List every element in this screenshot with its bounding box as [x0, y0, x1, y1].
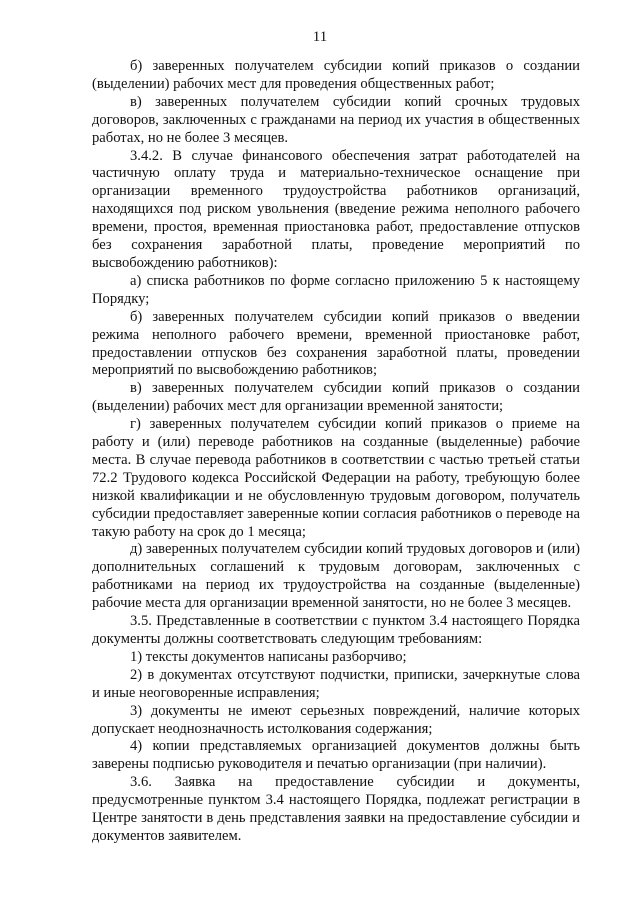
paragraph-3-6: 3.6. Заявка на предоставление субсидии и документы, предусмотренные пунктом 3.4 настоящего Порядка, подлежат регистрации в Центре занятости в день представления заявки на предоставление субсидии и документов заявителем.	[92, 774, 580, 844]
paragraph-requirement-1: 1) тексты документов написаны разборчиво;	[130, 648, 407, 665]
paragraph-3-4-2: 3.4.2. В случае финансового обеспечения затрат работодателей на частичную оплату труда и материально-техническое оснащение при организации временного трудоустройства работников организаций, находящихся под риском увольнения (введение режима неполного рабочего времени, простоя, временная приостановка работ, предоставление отпусков без сохранения заработной платы, проведение мероприятий по высвобождению работников):	[92, 147, 580, 271]
paragraph-requirement-3: 3) документы не имеют серьезных повреждений, наличие которых допускает неоднозначность истолкования содержания;	[92, 702, 580, 737]
paragraph-requirement-4: 4) копии представляемых организацией документов должны быть заверены подписью руководителя и печатью организации (при наличии).	[92, 738, 580, 773]
paragraph-item-b-part-time-orders: б) заверенных получателем субсидии копий приказов о введении режима неполного рабочего времени, временной приостановке работ, предоставлении отпусков без сохранения заработной платы, проведении мероприятий по высвобождению работников;	[92, 308, 580, 379]
document-body	[92, 58, 580, 846]
paragraph-item-a-employee-list: а) списка работников по форме согласно приложению 5 к настоящему Порядку;	[92, 272, 580, 307]
paragraph-3-5: 3.5. Представленные в соответствии с пунктом 3.4 настоящего Порядка документы должны соответствовать следующим требованиям:	[92, 613, 580, 647]
paragraph-item-b-orders-public-works: б) заверенных получателем субсидии копий приказов о создании (выделении) рабочих мест для проведения общественных работ;	[92, 58, 580, 92]
paragraph-requirement-2: 2) в документах отсутствуют подчистки, приписки, зачеркнутые слова и иные неоговоренные исправления;	[92, 666, 580, 701]
paragraph-item-v-fixed-term-contracts: в) заверенных получателем субсидии копий срочных трудовых договоров, заключенных с гражданами на период их участия в общественных работах, но не более 3 месяцев.	[92, 93, 580, 146]
paragraph-item-d-labor-contracts: д) заверенных получателем субсидии копий трудовых договоров и (или) дополнительных соглашений к трудовым договорам, заключенных с работниками на период их трудоустройства на созданные (выделенные) рабочие места для организации временной занятости, но не более 3 месяцев.	[92, 541, 580, 612]
paragraph-item-g-hiring-transfer-orders: г) заверенных получателем субсидии копий приказов о приеме на работу и (или) переводе работников на созданные (выделенные) рабочие места. В случае перевода работников в соответствии с частью третьей статьи 72.2 Трудового кодекса Российской Федерации на работу, требующую более низкой квалификации и не обусловленную трудовым договором, получатель субсидии предоставляет заверенные копии согласия работников о переводе на такую работу на срок до 1 месяца;	[92, 416, 580, 540]
page-number: 11	[312, 29, 328, 45]
paragraph-item-v-temporary-jobs-orders: в) заверенных получателем субсидии копий приказов о создании (выделении) рабочих мест для организации временной занятости;	[92, 380, 580, 415]
